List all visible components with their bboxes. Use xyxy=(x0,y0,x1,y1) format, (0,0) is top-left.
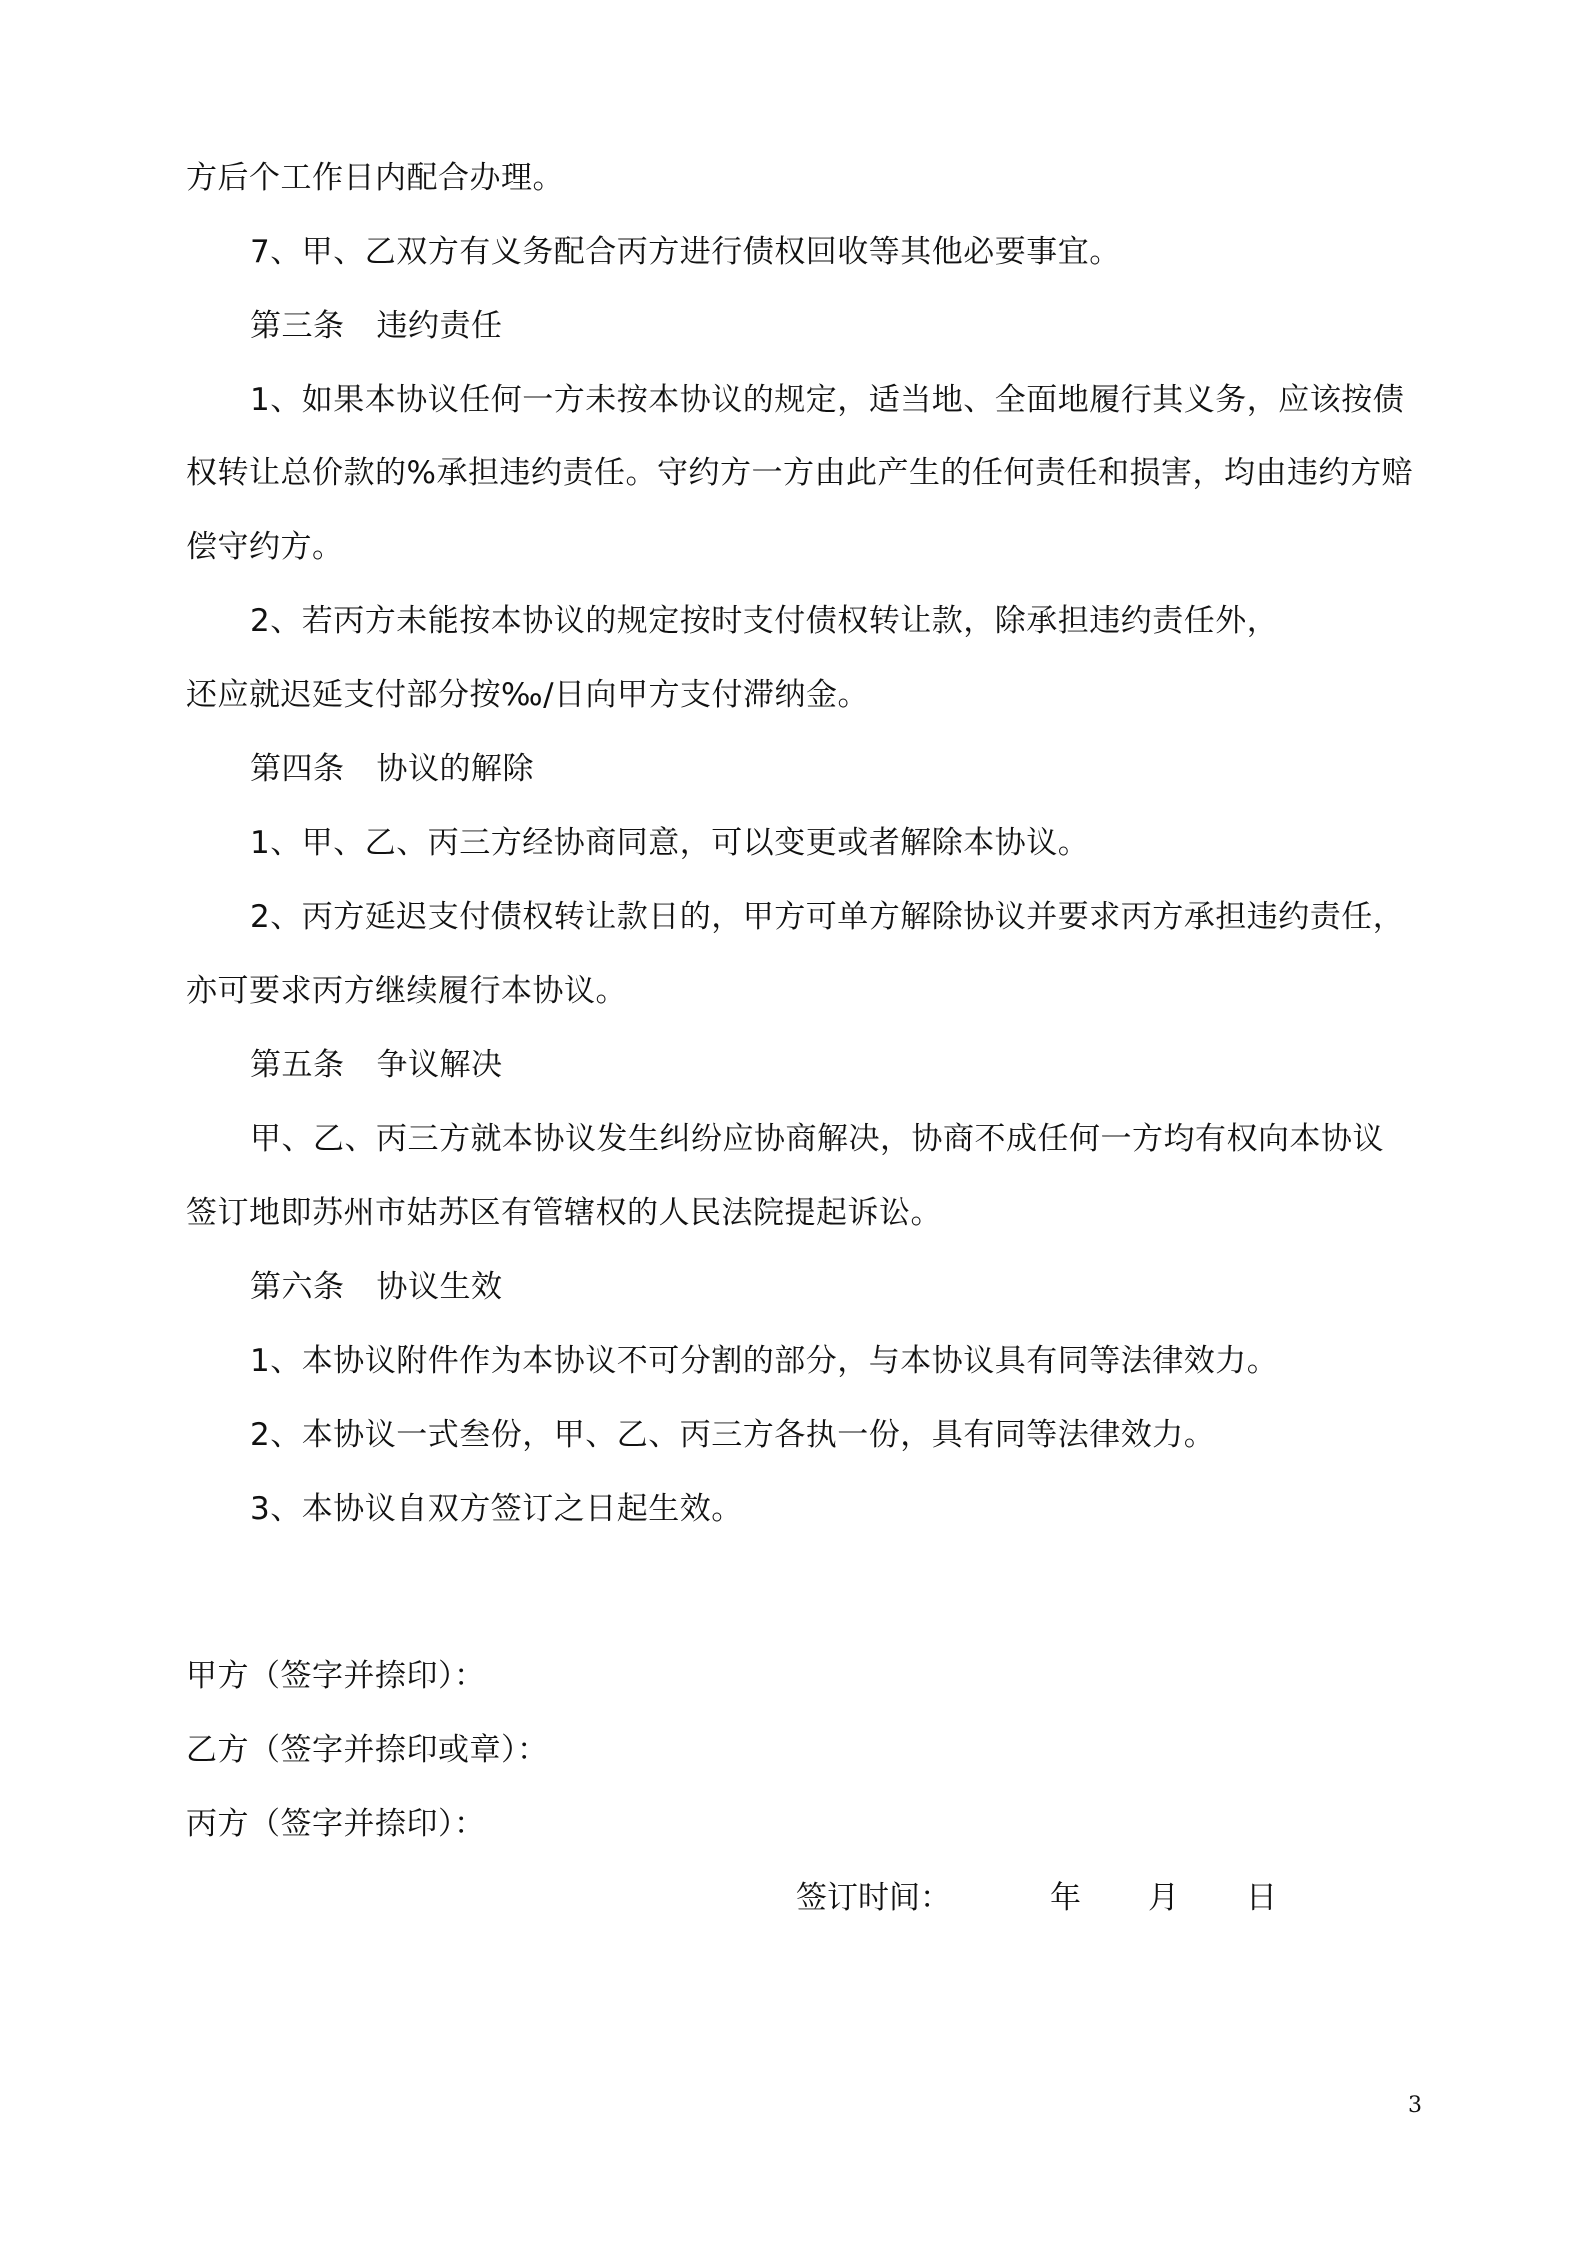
paragraph-line: 1、甲、乙、丙三方经协商同意，可以变更或者解除本协议。 xyxy=(250,825,1090,861)
paragraph-line: 2、本协议一式叁份，甲、乙、丙三方各执一份，具有同等法律效力。 xyxy=(250,1417,1216,1453)
paragraph-line: 1、本协议附件作为本协议不可分割的部分，与本协议具有同等法律效力。 xyxy=(250,1343,1279,1379)
paragraph-line: 签订地即苏州市姑苏区有管辖权的人民法院提起诉讼。 xyxy=(186,1195,942,1231)
section-heading xyxy=(250,1267,503,1307)
paragraph-line: 7、甲、乙双方有义务配合丙方进行债权回收等其他必要事宜。 xyxy=(250,234,1121,270)
section-number: 第六条 xyxy=(250,1269,345,1305)
paragraph-line: 1、如果本协议任何一方未按本协议的规定，适当地、全面地履行其义务，应该按债 xyxy=(250,382,1405,418)
section-number: 第三条 xyxy=(250,308,345,344)
section-heading xyxy=(250,749,534,789)
paragraph-line: 还应就迟延支付部分按‰/日向甲方支付滞纳金。 xyxy=(186,677,870,713)
signing-date-year: 年 xyxy=(1050,1880,1081,1916)
section-title: 协议生效 xyxy=(376,1269,503,1305)
page-number: 3 xyxy=(1408,2093,1422,2118)
section-number: 第四条 xyxy=(250,751,345,787)
section-title: 协议的解除 xyxy=(376,751,534,787)
paragraph-line: 方后个工作日内配合办理。 xyxy=(186,160,564,196)
party-c-signature: 丙方（签字并捺印）： xyxy=(186,1806,486,1842)
paragraph-line: 权转让总价款的%承担违约责任。守约方一方由此产生的任何责任和损害，均由违约方赔 xyxy=(186,455,1413,491)
signing-date-label: 签订时间： xyxy=(796,1880,951,1916)
party-b-signature: 乙方（签字并捺印或章）： xyxy=(186,1732,549,1768)
section-number: 第五条 xyxy=(250,1047,345,1083)
paragraph-line: 2、丙方延迟支付债权转让款日的，甲方可单方解除协议并要求丙方承担违约责任， xyxy=(250,899,1405,935)
section-heading xyxy=(250,306,503,346)
section-title: 违约责任 xyxy=(376,308,503,344)
paragraph-line: 偿守约方。 xyxy=(186,529,344,565)
party-a-signature: 甲方（签字并捺印）： xyxy=(186,1658,486,1694)
paragraph-line: 2、若丙方未能按本协议的规定按时支付债权转让款，除承担违约责任外， xyxy=(250,603,1279,639)
paragraph-line: 亦可要求丙方继续履行本协议。 xyxy=(186,973,627,1009)
section-title: 争议解决 xyxy=(376,1047,503,1083)
signing-date-day: 日 xyxy=(1246,1880,1277,1916)
section-heading xyxy=(250,1045,503,1085)
paragraph-line: 3、本协议自双方签订之日起生效。 xyxy=(250,1491,743,1527)
paragraph-line: 甲、乙、丙三方就本协议发生纠纷应协商解决，协商不成任何一方均有权向本协议 xyxy=(250,1121,1384,1157)
signing-date-month: 月 xyxy=(1148,1880,1179,1916)
